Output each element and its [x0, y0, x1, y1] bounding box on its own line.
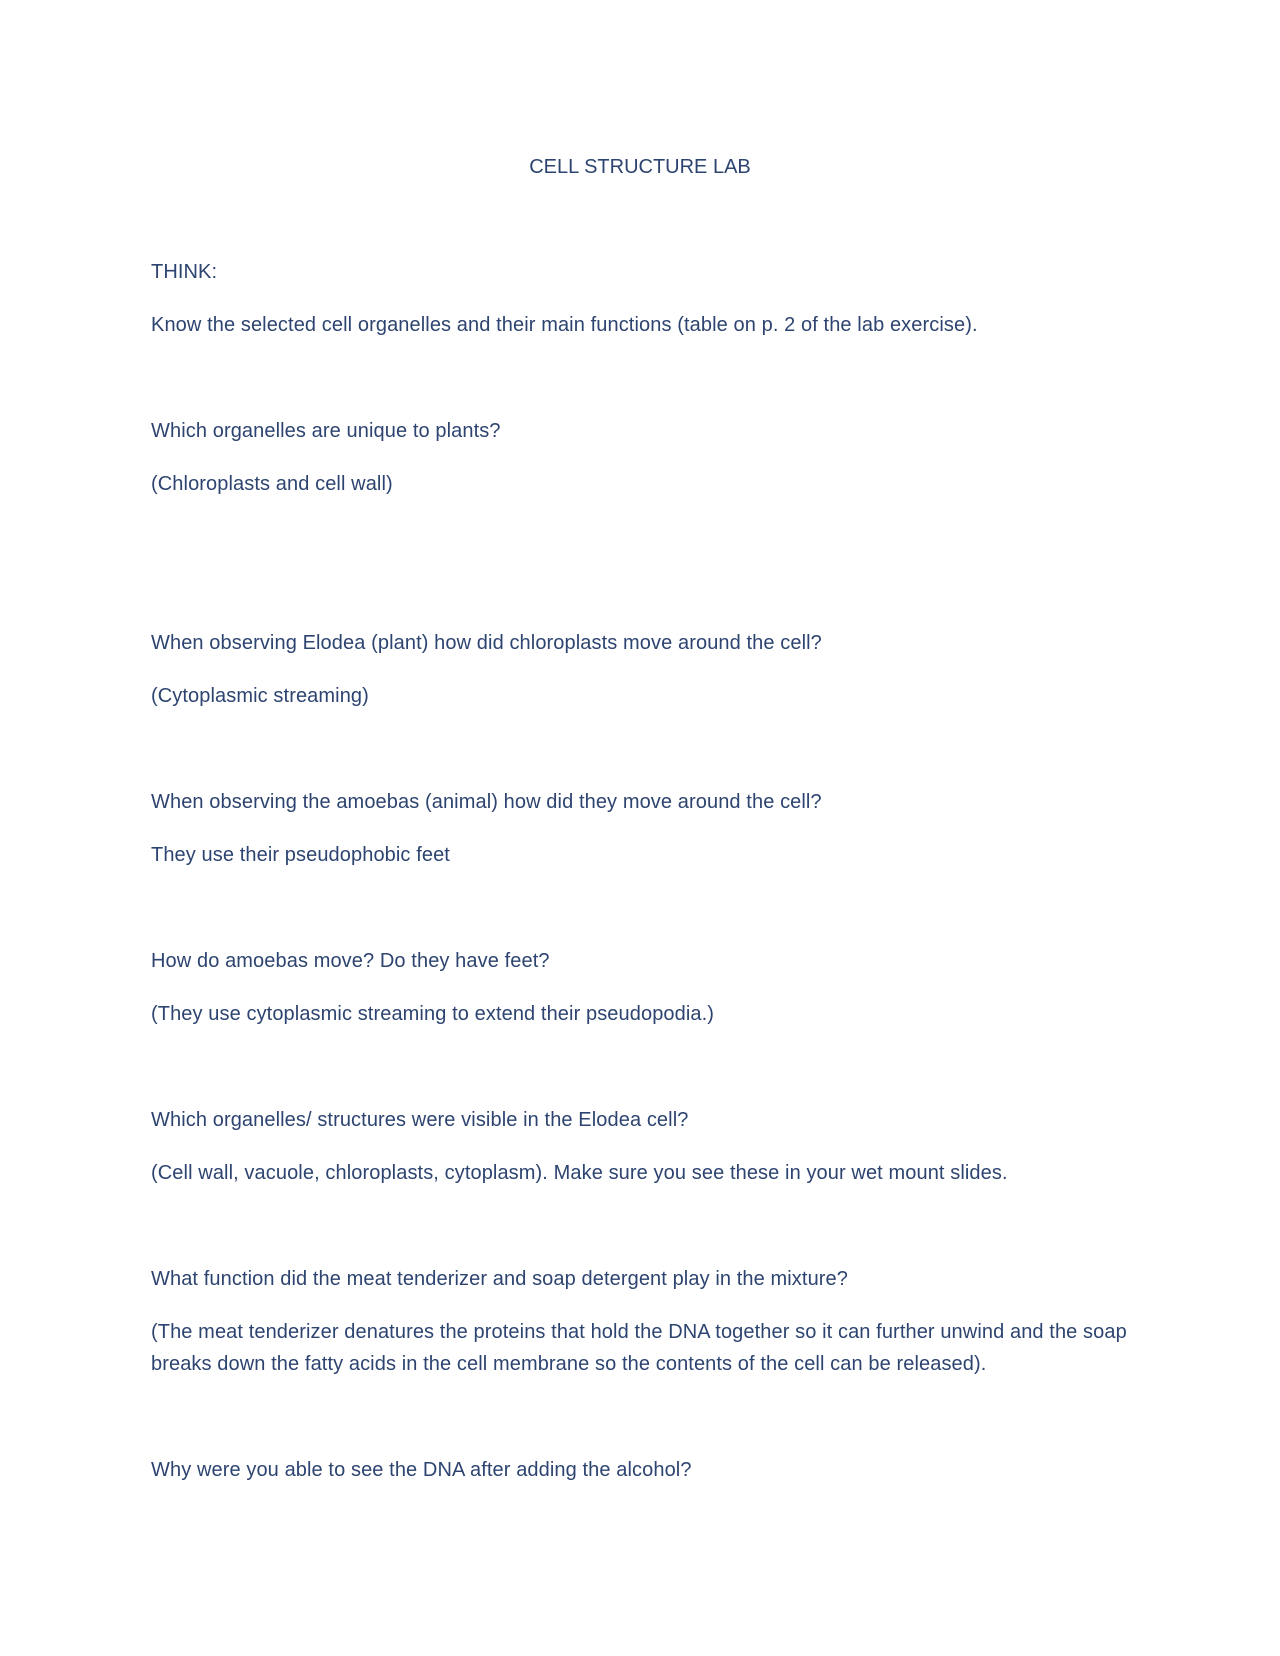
question-1: Which organelles are unique to plants? [151, 420, 501, 442]
answer-5: (Cell wall, vacuole, chloroplasts, cytoplasm). Make sure you see these in your wet mount slides. [151, 1162, 1008, 1184]
intro-text: Know the selected cell organelles and their main functions (table on p. 2 of the lab exercise). [151, 314, 978, 336]
think-label: THINK: [151, 261, 218, 283]
answer-4: (They use cytoplasmic streaming to extend their pseudopodia.) [151, 1003, 715, 1025]
question-6: What function did the meat tenderizer and soap detergent play in the mixture? [151, 1268, 848, 1290]
question-2: When observing Elodea (plant) how did chloroplasts move around the cell? [151, 632, 822, 654]
page-title: CELL STRUCTURE LAB [529, 156, 751, 178]
question-7: Why were you able to see the DNA after adding the alcohol? [151, 1459, 692, 1481]
question-4: How do amoebas move? Do they have feet? [151, 950, 550, 972]
answer-6: (The meat tenderizer denatures the proteins that hold the DNA together so it can further unwind and the soap breaks down the fatty acids in the cell membrane so the contents of the cell can be released). [151, 1321, 1127, 1375]
answer-2: (Cytoplasmic streaming) [151, 685, 369, 707]
question-5: Which organelles/ structures were visible in the Elodea cell? [151, 1109, 689, 1131]
question-3: When observing the amoebas (animal) how did they move around the cell? [151, 791, 822, 813]
answer-1: (Chloroplasts and cell wall) [151, 473, 393, 495]
answer-3: They use their pseudophobic feet [151, 844, 450, 866]
